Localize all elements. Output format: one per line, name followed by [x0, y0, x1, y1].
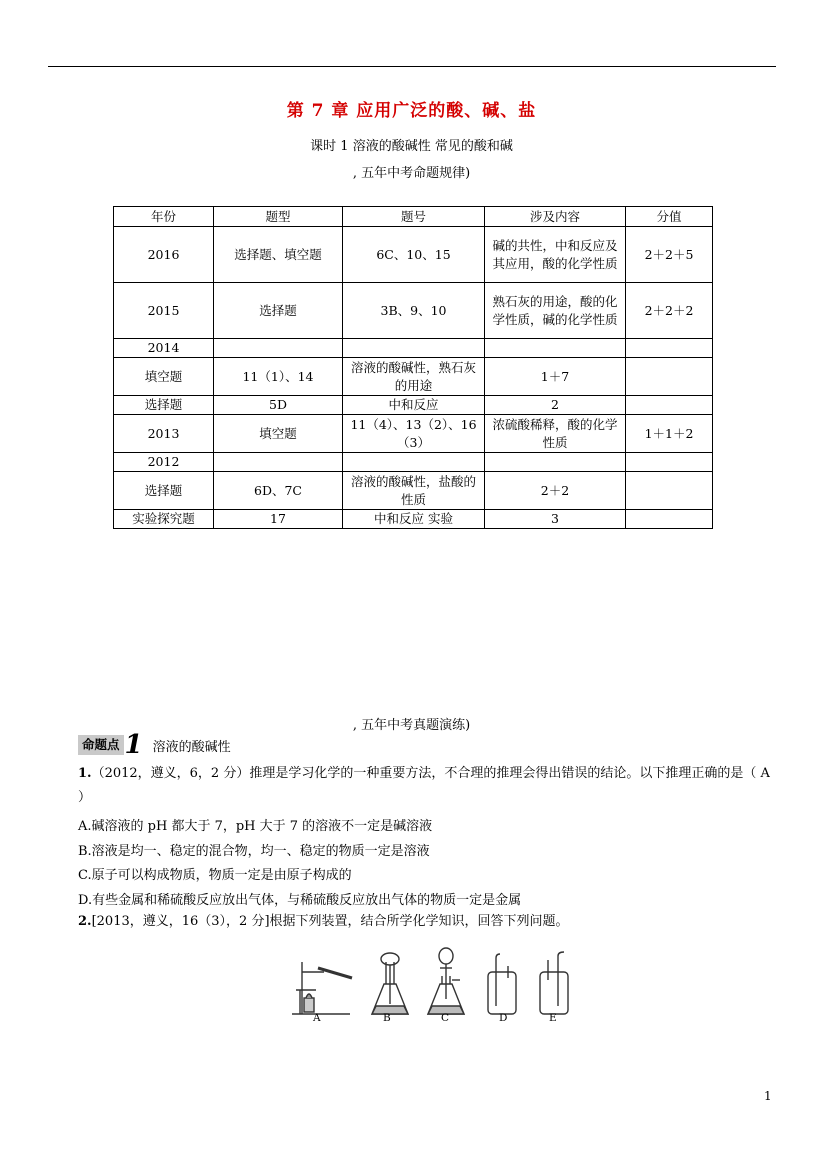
table-row: [114, 358, 713, 396]
topic-label: 溶液的酸碱性: [152, 739, 231, 755]
table-row: [114, 396, 713, 415]
table-cell: 2015: [114, 283, 214, 339]
table-row: [114, 453, 713, 472]
table-header-cell: 年份: [114, 207, 214, 227]
table-cell: [485, 453, 626, 472]
question-2-text: [2013，遵义，16（3），2 分]根据下列装置，结合所学化学知识，回答下列问题。: [91, 914, 569, 929]
topic-badge: [78, 730, 231, 760]
table-cell: [485, 339, 626, 358]
question-1-text: （2012，遵义，6，2 分）推理是学习化学的一种重要方法，不合理的推理会得出错误的结论。以下推理正确的是（ A ）: [78, 766, 770, 805]
figure-label-b: B: [383, 1012, 391, 1024]
table-cell: 11（4）、13（2）、16（3）: [343, 415, 485, 453]
figure-label-d: D: [499, 1012, 508, 1024]
table-cell: 中和反应: [343, 396, 485, 415]
question-1-option-b: B.溶液是均一、稳定的混合物，均一、稳定的物质一定是溶液: [78, 844, 430, 859]
chapter-title: 第 7 章 应用广泛的酸、碱、盐: [286, 101, 537, 121]
figure-label-e: E: [549, 1012, 557, 1024]
table-header-cell: 涉及内容: [485, 207, 626, 227]
table-row: [114, 415, 713, 453]
practice-heading: , 五年中考真题演练): [352, 718, 471, 733]
table-cell: 11（1）、14: [214, 358, 343, 396]
table-row: [114, 510, 713, 529]
lesson-title: 课时 1 溶液的酸碱性 常见的酸和碱: [310, 139, 513, 154]
table-cell: 2013: [114, 415, 214, 453]
table-cell: 选择题: [214, 283, 343, 339]
table-cell: [214, 339, 343, 358]
table-cell: 2012: [114, 453, 214, 472]
table-cell: 选择题、填空题: [214, 227, 343, 283]
table-header-row: [114, 207, 713, 227]
topic-badge-label: 命题点: [78, 735, 124, 755]
table-cell: [626, 472, 713, 510]
table-cell: 1＋1＋2: [626, 415, 713, 453]
question-2-number: 2.: [78, 914, 92, 929]
table-cell: 选择题: [114, 396, 214, 415]
apparatus-e-bottle-icon: [540, 952, 568, 1014]
table-cell: 熟石灰的用途，酸的化学性质，碱的化学性质: [485, 283, 626, 339]
question-2: [78, 910, 778, 934]
exam-rules-table: [113, 206, 713, 529]
figure-label-a: A: [313, 1012, 321, 1024]
table-cell: 2016: [114, 227, 214, 283]
table-header-cell: 题号: [343, 207, 485, 227]
question-1-option-a: A.碱溶液的 pH 都大于 7，pH 大于 7 的溶液不一定是碱溶液: [78, 819, 433, 834]
table-cell: 2＋2: [485, 472, 626, 510]
table-row: [114, 283, 713, 339]
apparatus-b-flask-icon: [372, 953, 408, 1014]
table-cell: 3: [485, 510, 626, 529]
table-cell: 2014: [114, 339, 214, 358]
apparatus-c-flask-icon: [428, 948, 464, 1014]
table-cell: 填空题: [114, 358, 214, 396]
apparatus-a-stand-icon: [292, 962, 352, 1014]
table-cell: 2＋2＋5: [626, 227, 713, 283]
table-cell: 3B、9、10: [343, 283, 485, 339]
question-1-option-c: C.原子可以构成物质，物质一定是由原子构成的: [78, 868, 352, 883]
table-cell: [626, 339, 713, 358]
lab-apparatus-figure: [290, 944, 570, 1030]
topic-number: 1: [124, 730, 143, 760]
table-cell: [343, 453, 485, 472]
table-row: [114, 472, 713, 510]
table-cell: [214, 453, 343, 472]
table-cell: 2＋2＋2: [626, 283, 713, 339]
apparatus-d-bottle-icon: [488, 954, 516, 1014]
table-cell: 溶液的酸碱性，熟石灰的用途: [343, 358, 485, 396]
table-row: [114, 227, 713, 283]
figure-label-c: C: [441, 1012, 450, 1024]
question-1-number: 1.: [78, 766, 92, 781]
table-cell: 1＋7: [485, 358, 626, 396]
rules-heading: , 五年中考命题规律): [352, 166, 471, 181]
table-header-cell: 分值: [626, 207, 713, 227]
table-cell: 17: [214, 510, 343, 529]
question-1: [78, 762, 778, 810]
table-cell: [626, 453, 713, 472]
table-cell: [626, 396, 713, 415]
table-cell: [343, 339, 485, 358]
table-cell: 浓硫酸稀释，酸的化学性质: [485, 415, 626, 453]
header-rule: [48, 66, 776, 67]
table-cell: [626, 510, 713, 529]
table-cell: 6D、7C: [214, 472, 343, 510]
table-header-cell: 题型: [214, 207, 343, 227]
question-1-option-d: D.有些金属和稀硫酸反应放出气体，与稀硫酸反应放出气体的物质一定是金属: [78, 893, 522, 908]
table-cell: 5D: [214, 396, 343, 415]
table-cell: 实验探究题: [114, 510, 214, 529]
page-number: 1: [764, 1089, 772, 1103]
table-cell: 选择题: [114, 472, 214, 510]
table-cell: 碱的共性，中和反应及其应用，酸的化学性质: [485, 227, 626, 283]
table-cell: 中和反应 实验: [343, 510, 485, 529]
table-cell: 6C、10、15: [343, 227, 485, 283]
table-cell: 2: [485, 396, 626, 415]
table-cell: 填空题: [214, 415, 343, 453]
table-cell: 溶液的酸碱性，盐酸的性质: [343, 472, 485, 510]
table-row: [114, 339, 713, 358]
table-cell: [626, 358, 713, 396]
